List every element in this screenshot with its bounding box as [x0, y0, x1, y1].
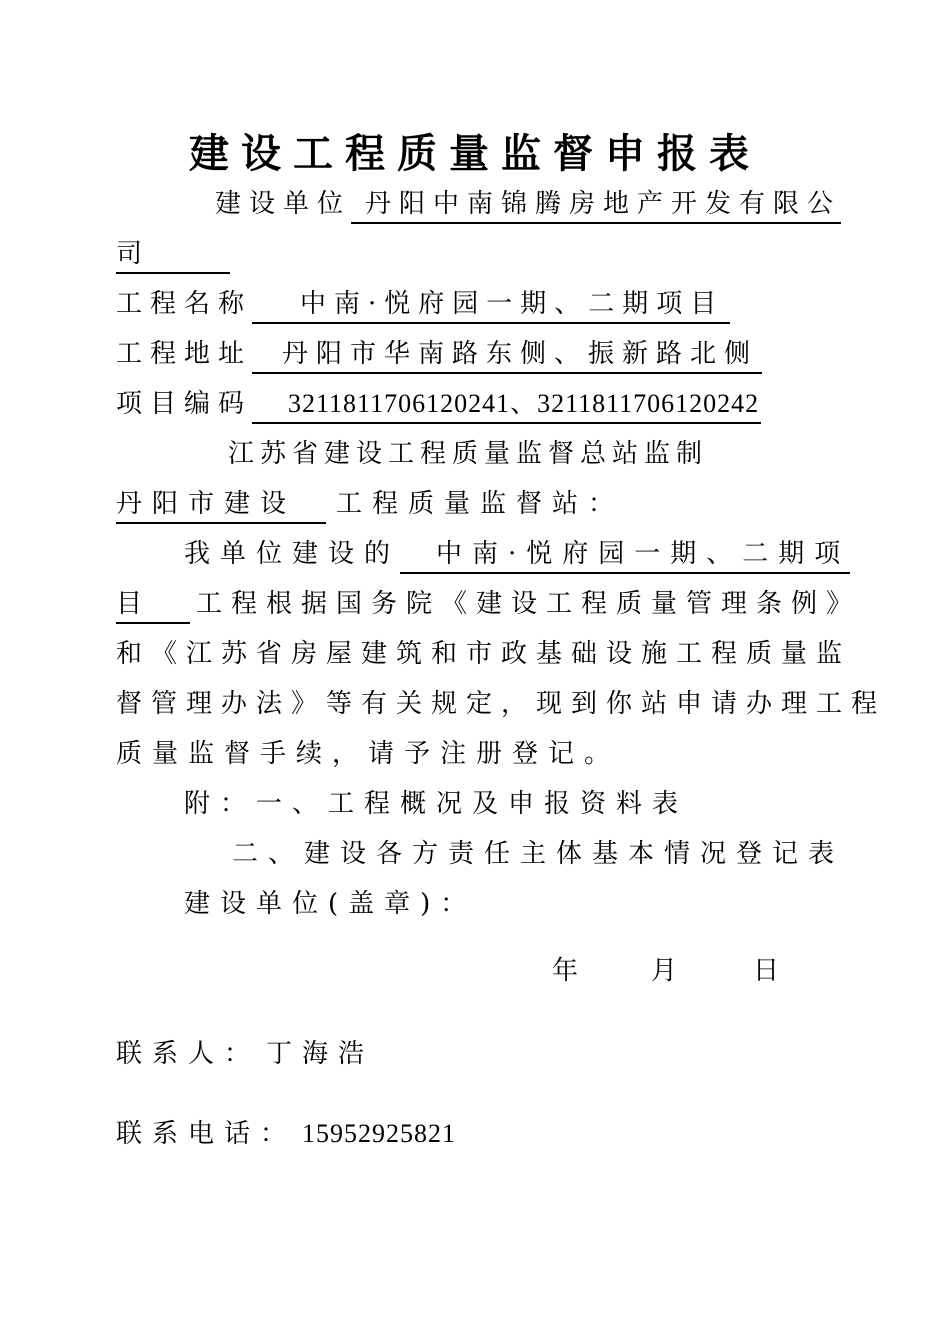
construction-unit-value: 丹阳中南锦腾房地产开发有限公 [351, 183, 841, 224]
body-line-3: 和《江苏省房屋建筑和市政基础设施工程质量监 [116, 639, 852, 669]
body-project-1: 中南·悦府园一期、二期项 [400, 533, 850, 574]
addressee-row [116, 483, 624, 524]
date-day: 日 [753, 956, 780, 986]
project-code-value: 3211811706120241、3211811706120242 [252, 383, 761, 424]
project-address-label: 工程地址 [116, 339, 253, 369]
seal-label: 建设单位(盖章)： [184, 889, 477, 919]
addressee-rest: 工程质量监督站： [336, 489, 625, 519]
contact-label: 联系人： [116, 1039, 261, 1069]
phone-row [116, 1113, 456, 1150]
contact-name: 丁海浩 [266, 1039, 375, 1069]
project-code-row [116, 383, 761, 424]
project-name-label: 工程名称 [116, 289, 253, 319]
issuer-line: 江苏省建设工程质量监督总站监制 [228, 439, 709, 469]
body-intro: 我单位建设的 [184, 539, 401, 569]
construction-unit-label: 建设单位 [215, 189, 352, 219]
construction-unit-row-cont [116, 233, 230, 274]
document-title: 建设工程质量监督申报表 [189, 131, 761, 177]
project-address-value: 丹阳市华南路东侧、振新路北侧 [252, 333, 762, 374]
attachment-2: 二、建设各方责任主体基本情况登记表 [232, 839, 845, 869]
project-name-row [116, 283, 730, 324]
date-year: 年 [552, 956, 579, 986]
phone-value: 15952925821 [302, 1119, 457, 1148]
date-month: 月 [651, 956, 678, 986]
body-line-4: 督管理办法》等有关规定，现到你站申请办理工程 [116, 689, 887, 719]
construction-unit-row [215, 183, 841, 224]
project-code-label: 项目编码 [116, 389, 253, 419]
phone-label: 联系电话： [116, 1119, 297, 1149]
body-line-2 [116, 583, 861, 624]
body-line-5: 质量监督手续，请予注册登记。 [116, 739, 621, 769]
project-name-value: 中南·悦府园一期、二期项目 [252, 283, 730, 324]
body-project-2: 目 [116, 583, 190, 624]
contact-row [116, 1033, 374, 1070]
attachment-1: 附：一、工程概况及申报资料表 [184, 789, 689, 819]
body-line-1 [184, 533, 850, 574]
body-line-2-rest: 工程根据国务院《建设工程质量管理条例》 [196, 589, 862, 619]
project-address-row [116, 333, 762, 374]
construction-unit-value-cont: 司 [116, 233, 230, 274]
addressee-underlined: 丹阳市建设 [116, 483, 326, 524]
